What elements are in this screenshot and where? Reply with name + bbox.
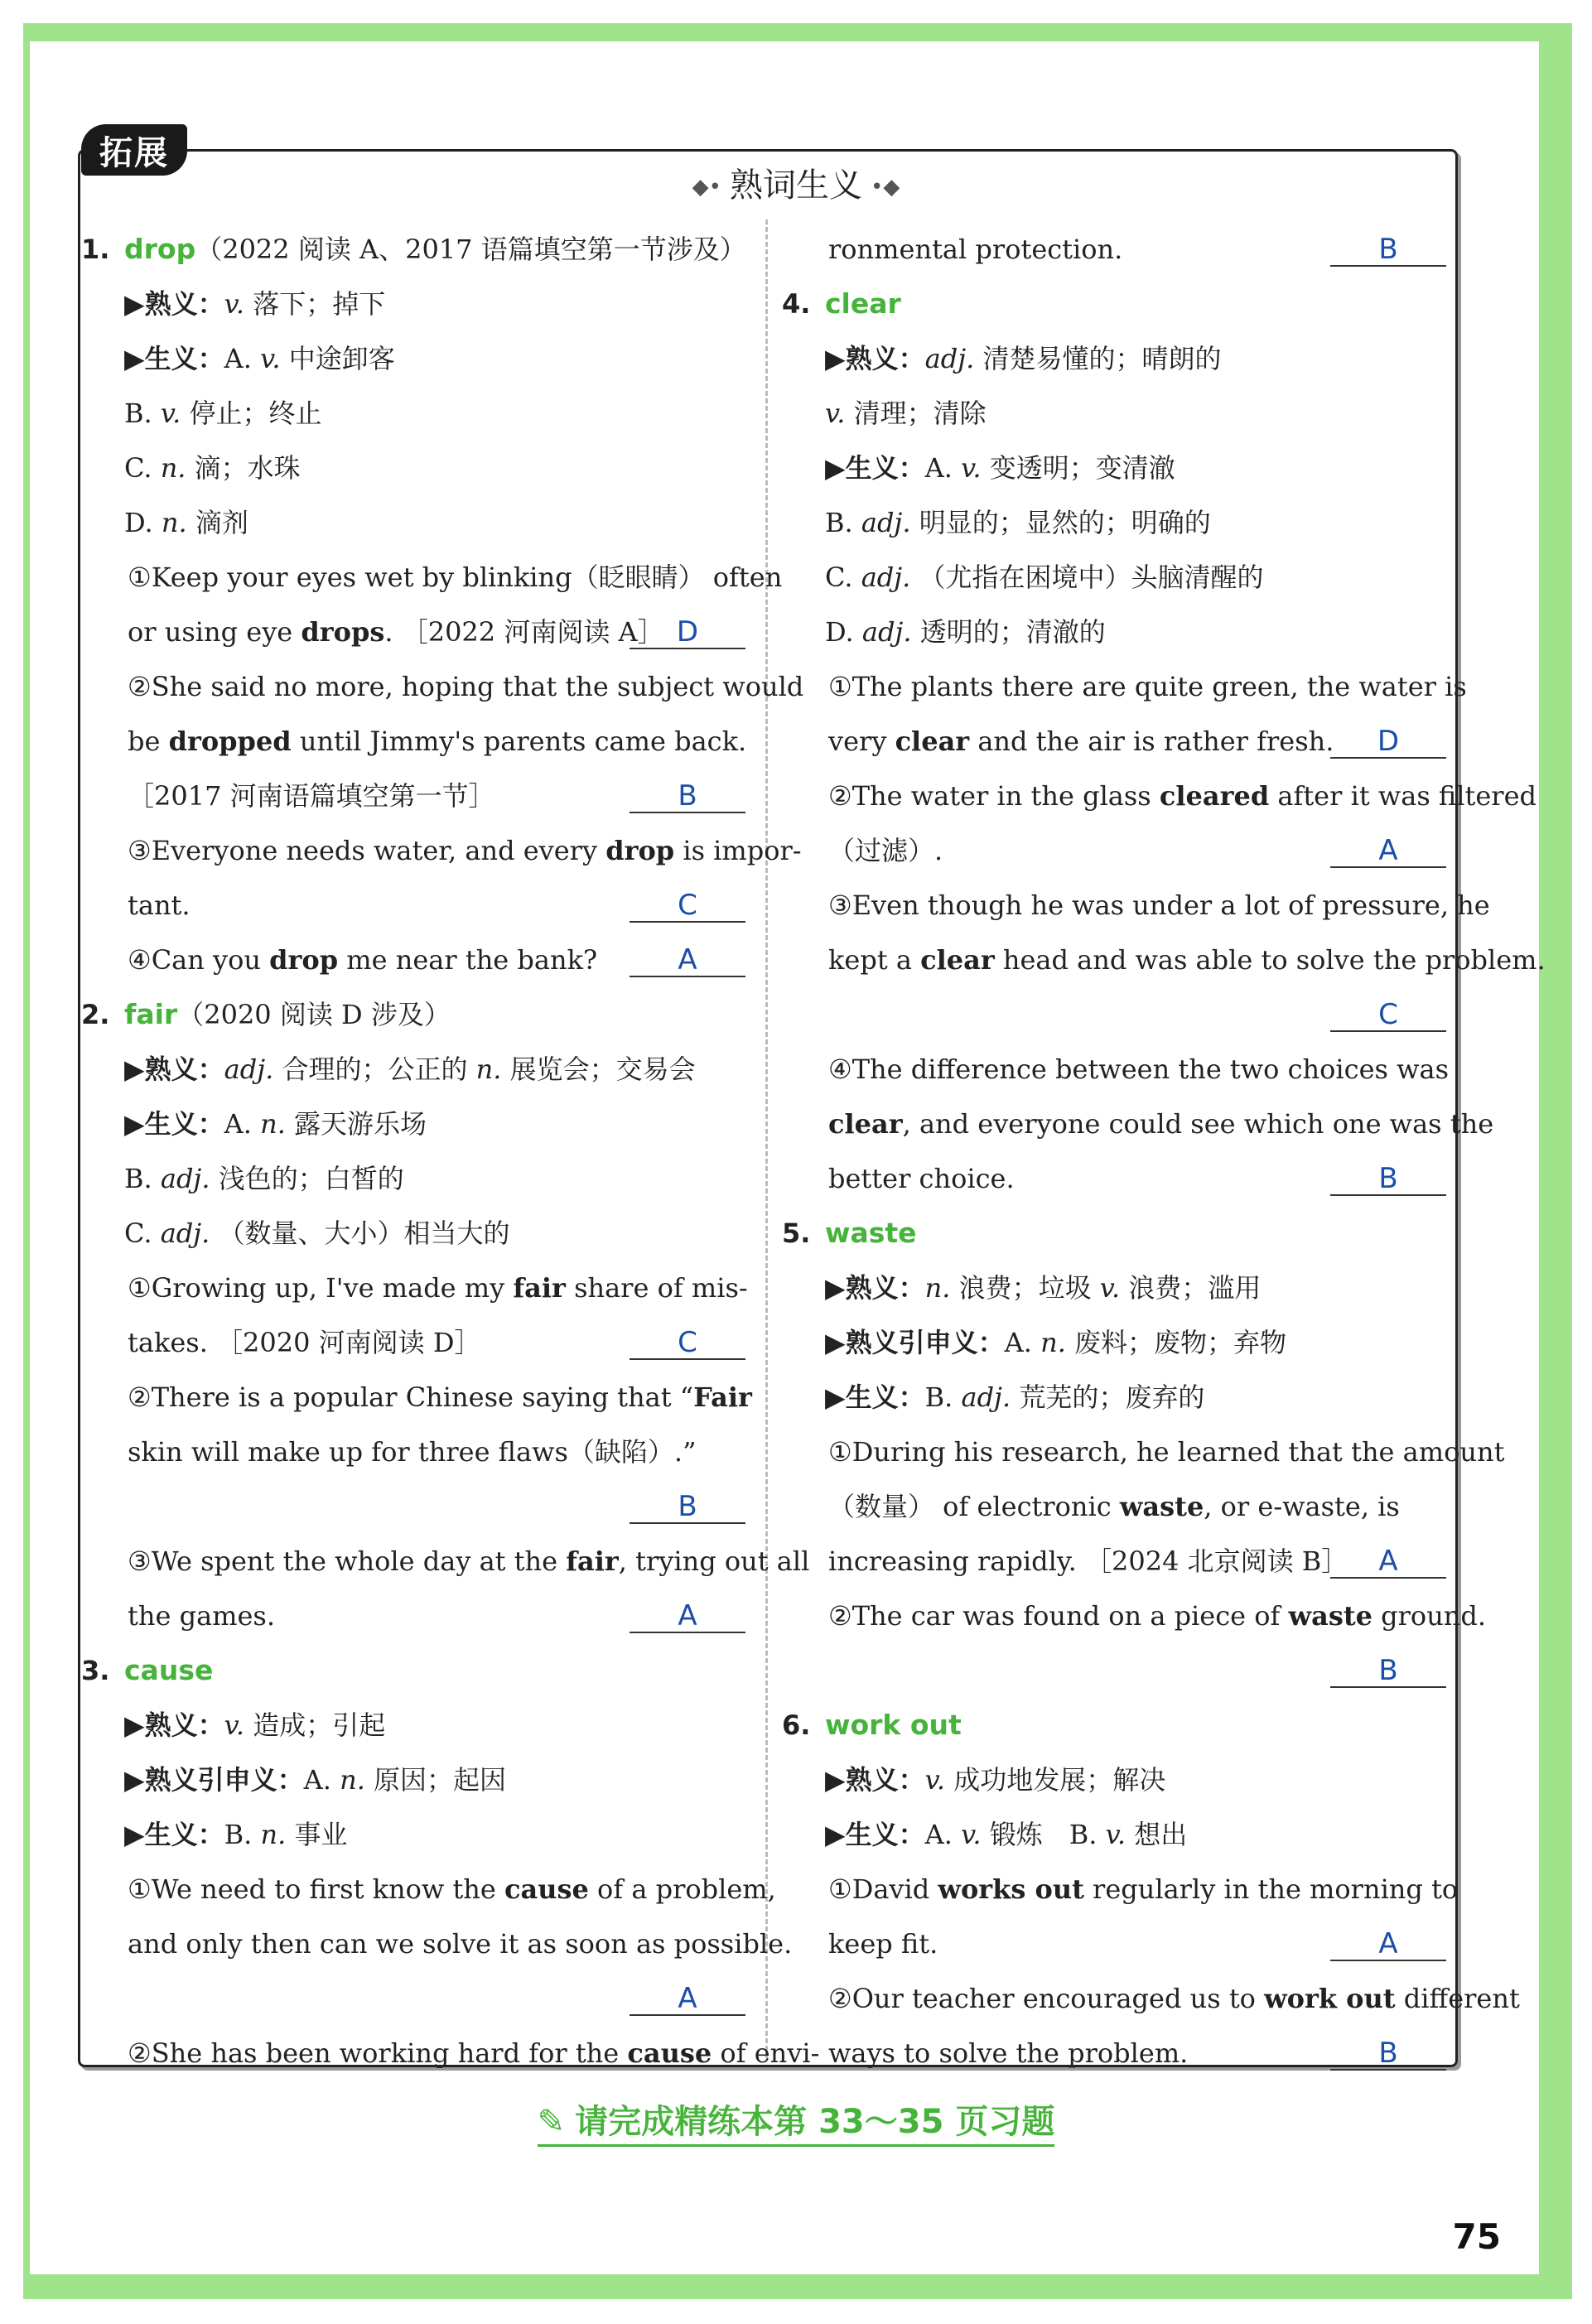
answer-blank: B <box>1330 1655 1446 1688</box>
entry-word: drop <box>124 233 196 265</box>
example-line <box>81 823 802 878</box>
definition-text: 浪费；滥用 <box>1128 1272 1262 1304</box>
example-text: ③Everyone needs water, and every <box>128 835 606 866</box>
example-line <box>782 769 1537 823</box>
keyword-bold: fair <box>566 1545 619 1577</box>
answer-blank: D <box>630 616 745 649</box>
answer-blank: A <box>1330 1928 1446 1961</box>
example-text: ②She said no more, hoping that the subject would <box>128 671 804 702</box>
part-of-speech: n. <box>260 1108 295 1140</box>
entry-word: work out <box>825 1709 962 1741</box>
definition-line <box>81 1151 749 1206</box>
answer-blank: B <box>1330 234 1446 267</box>
example-line <box>782 1534 1450 1589</box>
example-text: tant. <box>128 890 191 921</box>
example-text: ④The difference between the two choices was <box>828 1054 1449 1085</box>
example-text: keep fit. <box>828 1928 938 1960</box>
example-line <box>782 1151 1450 1206</box>
example-text: takes. ［2020 河南阅读 D］ <box>128 1327 481 1358</box>
example-text: ①We need to first know the <box>128 1873 505 1905</box>
option-letter: A. <box>303 1764 340 1796</box>
example-text: increasing rapidly. ［2024 北京阅读 B］ <box>828 1545 1348 1577</box>
definition-text: 事业 <box>294 1819 348 1850</box>
example-text: ①The plants there are quite green, the water is <box>828 671 1467 702</box>
entry-number: 3. <box>81 1655 110 1686</box>
definition-line <box>782 1315 1450 1370</box>
example-text: ways to solve the problem. <box>828 2037 1189 2069</box>
example-line <box>782 1479 1450 1534</box>
example-text: different <box>1395 1983 1520 2014</box>
part-of-speech: adj. <box>160 1163 219 1194</box>
example-text: ②The car was found on a piece of <box>828 1600 1289 1632</box>
definition-line <box>782 1370 1450 1425</box>
example-line <box>782 1917 1450 1971</box>
entry-source-note: （2020 阅读 D 涉及） <box>177 999 451 1030</box>
keyword-bold: clear <box>828 1108 903 1140</box>
entry-heading <box>81 222 749 277</box>
definition-text: 滴剂 <box>195 507 248 538</box>
bottom-green-band <box>23 2274 1572 2299</box>
keyword-bold: waste <box>1288 1600 1372 1632</box>
example-text: better choice. <box>828 1163 1015 1194</box>
answer-blank: A <box>630 1600 745 1633</box>
example-line <box>782 878 1490 933</box>
entry-heading <box>782 277 1450 331</box>
footer-instruction <box>0 2095 1592 2143</box>
left-green-band <box>23 23 30 2299</box>
example-line <box>782 2026 1450 2081</box>
definition-text: 落下；掉下 <box>253 288 386 320</box>
definition-line <box>81 386 749 441</box>
column-divider <box>765 219 768 2058</box>
example-text: ronmental protection. <box>828 234 1123 265</box>
part-of-speech: n. <box>260 1819 295 1850</box>
keyword-bold: drops <box>301 616 385 648</box>
example-line <box>81 714 749 769</box>
answer-blank: A <box>630 944 745 977</box>
meaning-label: ▶生义： <box>825 1381 925 1413</box>
definition-text: 清楚易懂的；晴朗的 <box>982 343 1222 374</box>
example-text: ①During his research, he learned that the amount <box>828 1436 1505 1468</box>
keyword-bold: clear <box>895 726 970 757</box>
example-text: ①Keep your eyes wet by blinking（眨眼睛） often <box>128 562 783 593</box>
option-letter: B. <box>924 1381 962 1413</box>
answer-blank: B <box>1330 2037 1446 2071</box>
example-text: of envi- <box>712 2037 820 2069</box>
example-text: and the air is rather fresh. <box>969 726 1334 757</box>
example-line <box>782 659 1467 714</box>
definition-text: 中途卸客 <box>288 343 395 374</box>
example-text: ［2017 河南语篇填空第一节］ <box>128 780 495 812</box>
keyword-bold: cause <box>504 1873 589 1905</box>
definition-text: 造成；引起 <box>253 1709 386 1741</box>
answer-line <box>782 1643 1450 1698</box>
definition-text: 滴；水珠 <box>194 452 301 484</box>
definition-line <box>782 550 1450 605</box>
example-line <box>81 1425 749 1479</box>
definition-line <box>81 1042 749 1097</box>
answer-line <box>81 1479 749 1534</box>
diamond-decoration-icon: ◆• <box>692 175 721 200</box>
example-text: ①Growing up, I've made my <box>128 1272 514 1304</box>
definition-line <box>782 495 1450 550</box>
answer-blank: A <box>1330 835 1446 868</box>
example-line <box>782 1042 1450 1097</box>
option-letter: A. <box>1004 1327 1041 1358</box>
keyword-bold: dropped <box>168 726 292 757</box>
definition-line <box>782 1753 1450 1807</box>
example-text: head and was able to solve the problem. <box>994 944 1546 976</box>
entry-word: fair <box>124 998 178 1030</box>
definition-line <box>782 441 1450 495</box>
keyword-bold: works out <box>938 1873 1084 1905</box>
keyword-bold: clear <box>920 944 995 976</box>
entry-number: 5. <box>782 1217 811 1249</box>
meaning-label: ▶熟义引申义： <box>825 1327 1005 1358</box>
part-of-speech: v. <box>1105 1819 1135 1850</box>
part-of-speech: v. <box>961 452 990 484</box>
part-of-speech: n. <box>160 452 195 484</box>
entry-word: cause <box>124 1654 214 1686</box>
example-text: be <box>128 726 169 757</box>
part-of-speech: adj. <box>224 1054 282 1085</box>
meaning-label: ▶生义： <box>124 1108 224 1140</box>
example-line <box>782 823 1450 878</box>
definition-line <box>81 441 749 495</box>
entry-heading <box>81 1643 749 1698</box>
diamond-decoration-icon: •◆ <box>871 175 900 200</box>
section-tag: 拓展 <box>81 124 187 176</box>
meaning-label: ▶熟义： <box>825 343 925 374</box>
entry-heading <box>782 1206 1450 1261</box>
example-text: ④Can you <box>128 944 270 976</box>
left-column <box>81 222 820 2081</box>
example-text: （过滤）. <box>828 835 943 866</box>
definition-text: 想出 <box>1134 1819 1188 1850</box>
example-line <box>782 933 1546 987</box>
definition-text: 变透明；变清澈 <box>989 452 1175 484</box>
definition-text: 原因；起因 <box>374 1764 507 1796</box>
definition-text: 展览会；交易会 <box>509 1054 696 1085</box>
example-text: me near the bank? <box>338 944 598 976</box>
meaning-label: ▶熟义： <box>825 1764 925 1796</box>
definition-text: （数量、大小）相当大的 <box>218 1217 510 1249</box>
part-of-speech: v. <box>160 398 190 429</box>
page-number: 75 <box>1452 2216 1501 2257</box>
keyword-bold: Fair <box>693 1381 752 1413</box>
keyword-bold: drop <box>605 835 675 866</box>
example-line <box>782 1862 1459 1917</box>
definition-line <box>81 1206 749 1261</box>
option-letter: B. <box>825 507 861 538</box>
answer-blank: B <box>630 1491 745 1524</box>
option-letter: D. <box>825 616 862 648</box>
answer-line <box>81 1971 749 2026</box>
example-line <box>81 550 783 605</box>
example-text: very <box>828 726 895 757</box>
meaning-label: ▶熟义： <box>124 1709 224 1741</box>
option-letter: B. <box>124 398 161 429</box>
example-text: , or e-waste, is <box>1204 1491 1400 1522</box>
part-of-speech: n. <box>475 1054 510 1085</box>
definition-line <box>81 1698 749 1753</box>
example-line <box>81 659 804 714</box>
definition-line <box>782 1807 1450 1862</box>
part-of-speech: n. <box>1040 1327 1075 1358</box>
example-text: share of mis- <box>565 1272 748 1304</box>
option-letter: B. <box>224 1819 261 1850</box>
definition-text: 成功地发展；解决 <box>953 1764 1166 1796</box>
example-text: ground. <box>1372 1600 1487 1632</box>
option-letter: C. <box>124 452 161 484</box>
example-text: ①David <box>828 1873 938 1905</box>
example-text: skin will make up for three flaws（缺陷）.” <box>128 1436 697 1468</box>
entry-number: 6. <box>782 1709 811 1741</box>
example-line <box>782 222 1450 277</box>
example-text: ③We spent the whole day at the <box>128 1545 567 1577</box>
example-line <box>81 933 749 987</box>
example-text: ②Our teacher encouraged us to <box>828 1983 1265 2014</box>
option-letter: D. <box>124 507 162 538</box>
example-line <box>81 2026 820 2081</box>
part-of-speech: v. <box>1099 1272 1129 1304</box>
answer-blank: A <box>1330 1545 1446 1579</box>
example-line <box>81 1315 749 1370</box>
keyword-bold: cleared <box>1159 780 1270 812</box>
footer-text: 请完成精练本第 33～35 页习题 <box>575 2103 1055 2141</box>
example-line <box>81 1589 749 1643</box>
definition-line <box>782 331 1450 386</box>
part-of-speech: v. <box>961 1819 990 1850</box>
section-title <box>0 159 1592 206</box>
answer-line <box>782 987 1450 1042</box>
definition-text: 锻炼 B. <box>989 1819 1106 1850</box>
part-of-speech: adj. <box>861 507 919 538</box>
pencil-icon: ✎ <box>537 2103 566 2141</box>
example-line <box>81 605 749 659</box>
definition-text: 合理的；公正的 <box>282 1054 476 1085</box>
answer-blank: B <box>1330 1163 1446 1196</box>
example-line <box>81 1370 752 1425</box>
answer-blank: C <box>630 1327 745 1360</box>
definition-text: 停止；终止 <box>189 398 322 429</box>
option-letter: A. <box>924 1819 962 1850</box>
example-text: , trying out all <box>618 1545 810 1577</box>
example-text: regularly in the morning to <box>1083 1873 1459 1905</box>
part-of-speech: adj. <box>861 616 920 648</box>
meaning-label: ▶生义： <box>124 1819 224 1850</box>
meaning-label: ▶生义： <box>825 452 925 484</box>
part-of-speech: v. <box>224 1709 253 1741</box>
part-of-speech: adj. <box>924 343 983 374</box>
right-green-band <box>1539 23 1572 2276</box>
example-line <box>81 769 749 823</box>
option-letter: C. <box>124 1217 161 1249</box>
right-column <box>782 222 1546 2081</box>
meaning-label: ▶熟义引申义： <box>124 1764 304 1796</box>
definition-line <box>81 495 749 550</box>
option-letter: A. <box>924 452 962 484</box>
definition-line <box>81 277 749 331</box>
keyword-bold: work out <box>1264 1983 1396 2014</box>
answer-blank: C <box>1330 999 1446 1032</box>
entry-word: clear <box>825 287 901 320</box>
part-of-speech: v. <box>260 343 289 374</box>
example-text: ②She has been working hard for the <box>128 2037 628 2069</box>
definition-line <box>81 331 749 386</box>
part-of-speech: adj. <box>961 1381 1020 1413</box>
definition-text: 透明的；清澈的 <box>919 616 1106 648</box>
part-of-speech: n. <box>924 1272 959 1304</box>
part-of-speech: adj. <box>861 562 919 593</box>
section-title-text: 熟词生义 <box>730 166 862 205</box>
definition-text: 明显的；显然的；明确的 <box>919 507 1211 538</box>
answer-blank: B <box>630 780 745 813</box>
definition-text: 露天游乐场 <box>294 1108 427 1140</box>
example-text: after it was filtered <box>1269 780 1537 812</box>
example-line <box>81 1261 749 1315</box>
definition-line <box>81 1097 749 1151</box>
example-line <box>81 1534 810 1589</box>
definition-text: 浪费；垃圾 <box>958 1272 1100 1304</box>
meaning-label: ▶熟义： <box>124 288 224 320</box>
definition-line <box>81 1753 749 1807</box>
part-of-speech: v. <box>825 398 854 429</box>
part-of-speech: n. <box>161 507 195 538</box>
example-text: or using eye <box>128 616 302 648</box>
example-line <box>81 878 749 933</box>
example-text: , and everyone could see which one was the <box>902 1108 1494 1140</box>
example-text: of a problem, <box>588 1873 776 1905</box>
entry-number: 1. <box>81 234 110 265</box>
entry-word: waste <box>825 1217 917 1249</box>
keyword-bold: fair <box>513 1272 566 1304</box>
answer-blank: D <box>1330 726 1446 759</box>
example-text: kept a <box>828 944 921 976</box>
example-text: and only then can we solve it as soon as possible. <box>128 1928 793 1960</box>
definition-line <box>782 605 1450 659</box>
example-line <box>81 1917 793 1971</box>
part-of-speech: n. <box>340 1764 374 1796</box>
definition-text: 浅色的；白皙的 <box>218 1163 404 1194</box>
entry-source-note: （2022 阅读 A、2017 语篇填空第一节涉及） <box>195 234 746 265</box>
example-line <box>782 1425 1505 1479</box>
example-text: . ［2022 河南阅读 A］ <box>384 616 664 648</box>
top-green-band <box>23 23 1572 41</box>
meaning-label: ▶生义： <box>825 1819 925 1850</box>
option-letter: B. <box>124 1163 161 1194</box>
definition-text: 清理；清除 <box>853 398 987 429</box>
example-line <box>782 1097 1494 1151</box>
entry-heading <box>782 1698 1450 1753</box>
example-text: ②There is a popular Chinese saying that “ <box>128 1381 694 1413</box>
entry-number: 2. <box>81 999 110 1030</box>
option-letter: C. <box>825 562 861 593</box>
keyword-bold: drop <box>269 944 339 976</box>
keyword-bold: cause <box>627 2037 712 2069</box>
example-line <box>782 714 1450 769</box>
keyword-bold: waste <box>1119 1491 1204 1522</box>
answer-blank: A <box>630 1983 745 2016</box>
option-letter: A. <box>224 1108 261 1140</box>
example-text: ③Even though he was under a lot of pressure, he <box>828 890 1490 921</box>
definition-text: （尤指在困境中）头脑清醒的 <box>919 562 1264 593</box>
example-line <box>782 1589 1487 1643</box>
example-text: until Jimmy's parents came back. <box>291 726 747 757</box>
example-text: ②The water in the glass <box>828 780 1160 812</box>
definition-line <box>81 1807 749 1862</box>
example-text: is impor- <box>674 835 802 866</box>
definition-text: 荒芜的；废弃的 <box>1019 1381 1205 1413</box>
example-line <box>782 1971 1520 2026</box>
definition-text: 废料；废物；弃物 <box>1074 1327 1287 1358</box>
part-of-speech: v. <box>224 288 253 320</box>
example-line <box>81 1862 776 1917</box>
option-letter: A. <box>224 343 261 374</box>
meaning-label: ▶熟义： <box>825 1272 925 1304</box>
part-of-speech: adj. <box>160 1217 219 1249</box>
example-text: （数量） of electronic <box>828 1491 1120 1522</box>
example-text: the games. <box>128 1600 276 1632</box>
part-of-speech: v. <box>924 1764 954 1796</box>
definition-line <box>782 1261 1450 1315</box>
entry-heading <box>81 987 749 1042</box>
meaning-label: ▶熟义： <box>124 1054 224 1085</box>
answer-blank: C <box>630 890 745 923</box>
definition-line <box>782 386 1450 441</box>
meaning-label: ▶生义： <box>124 343 224 374</box>
entry-number: 4. <box>782 288 811 320</box>
